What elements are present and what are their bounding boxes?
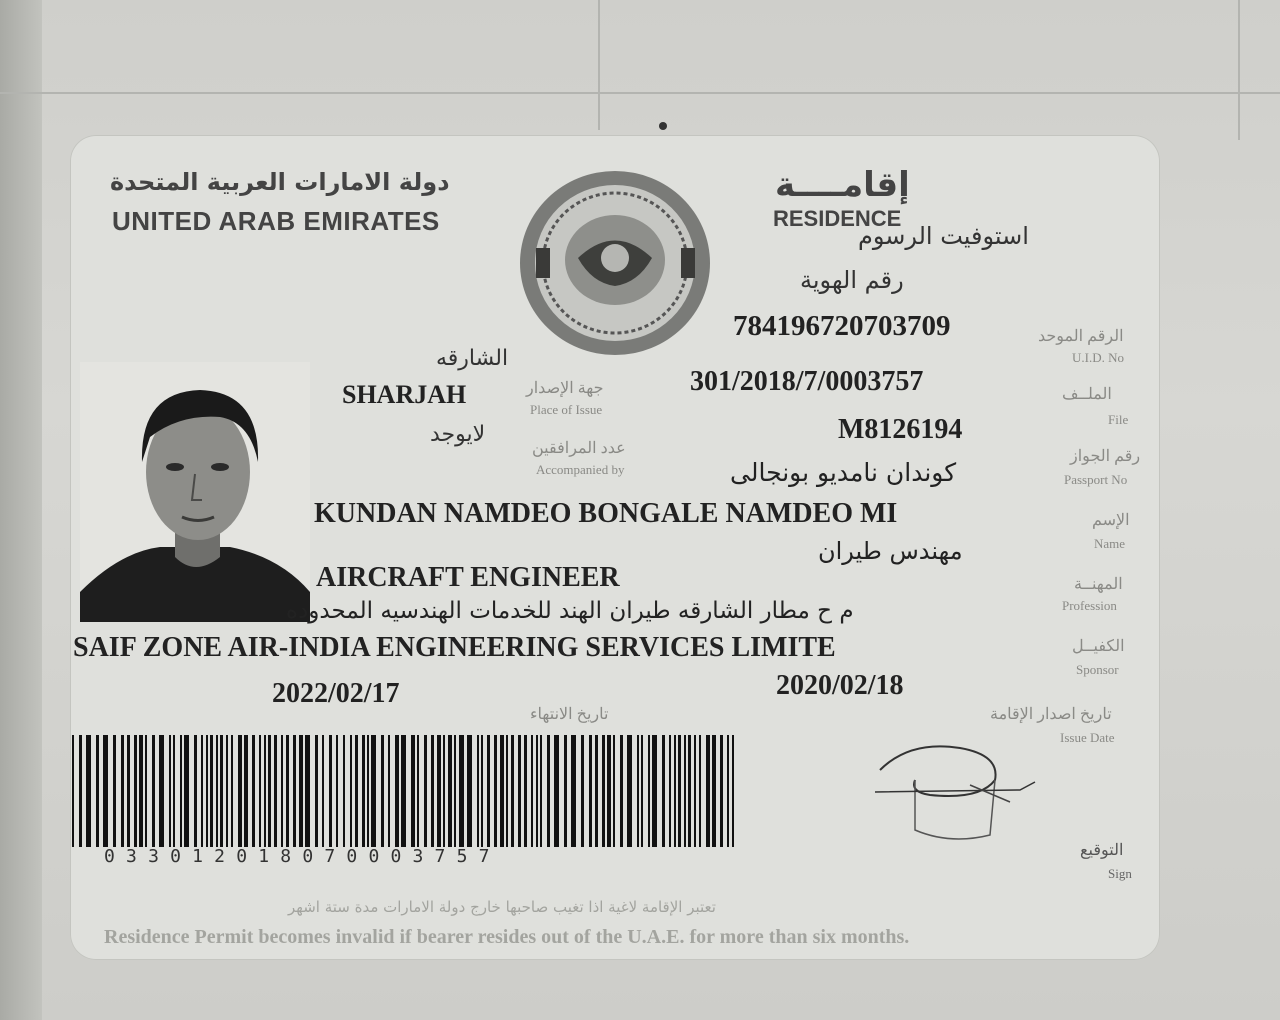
label-sign-arabic: التوقيع bbox=[1080, 842, 1124, 859]
barcode-bar bbox=[581, 735, 584, 847]
barcode-bar bbox=[315, 735, 318, 847]
profession-english: AIRCRAFT ENGINEER bbox=[316, 562, 620, 593]
portrait-image bbox=[80, 362, 310, 622]
barcode-bar bbox=[305, 735, 310, 847]
barcode-bar bbox=[127, 735, 130, 847]
barcode-bar bbox=[216, 735, 218, 847]
barcode-bar bbox=[564, 735, 567, 847]
barcode-bar bbox=[79, 735, 82, 847]
barcode-bar bbox=[401, 735, 406, 847]
barcode-bar bbox=[281, 735, 283, 847]
barcode-bar bbox=[371, 735, 376, 847]
barcode-bar bbox=[669, 735, 671, 847]
barcode-bar bbox=[152, 735, 155, 847]
barcode-bar bbox=[706, 735, 710, 847]
barcode-bar bbox=[431, 735, 434, 847]
barcode-bar bbox=[206, 735, 208, 847]
label-sponsor-arabic: الكفيــل bbox=[1072, 638, 1125, 655]
label-profession-english: Profession bbox=[1062, 598, 1117, 613]
barcode-bar bbox=[477, 735, 479, 847]
barcode-bar bbox=[648, 735, 650, 847]
label-name-arabic: الإسم bbox=[1092, 512, 1130, 529]
barcode-bar bbox=[210, 735, 213, 847]
issue-date: 2020/02/18 bbox=[776, 670, 904, 701]
label-uid-english: U.I.D. No bbox=[1072, 350, 1124, 365]
fold-line-horizontal bbox=[0, 92, 1280, 94]
barcode-bar bbox=[481, 735, 483, 847]
barcode-bar bbox=[201, 735, 203, 847]
barcode-bar bbox=[589, 735, 592, 847]
barcode-bar bbox=[169, 735, 171, 847]
name-arabic: كوندان نامديو بونجالى bbox=[730, 458, 957, 487]
accompanied-arabic: لايوجد bbox=[430, 422, 486, 447]
barcode bbox=[68, 735, 740, 847]
barcode-bar bbox=[388, 735, 390, 847]
label-expiry-arabic: تاريخ الانتهاء bbox=[530, 706, 609, 723]
barcode-bar bbox=[662, 735, 665, 847]
file-number: 301/2018/7/0003757 bbox=[690, 366, 924, 397]
barcode-bar bbox=[362, 735, 365, 847]
barcode-bar bbox=[113, 735, 116, 847]
label-issue-date-arabic: تاريخ اصدار الإقامة bbox=[990, 706, 1112, 723]
barcode-bar bbox=[437, 735, 441, 847]
label-issue-date-english: Issue Date bbox=[1060, 730, 1115, 745]
sponsor-english: SAIF ZONE AIR-INDIA ENGINEERING SERVICES LIMITE bbox=[73, 632, 836, 663]
fold-line-vertical bbox=[1238, 0, 1240, 140]
barcode-bar bbox=[637, 735, 639, 847]
label-passport-english: Passport No bbox=[1064, 472, 1128, 487]
barcode-bar bbox=[367, 735, 369, 847]
label-place-issue-arabic: جهة الإصدار bbox=[526, 380, 604, 397]
barcode-bar bbox=[487, 735, 490, 847]
barcode-bar bbox=[184, 735, 189, 847]
barcode-bar bbox=[329, 735, 332, 847]
barcode-bar bbox=[355, 735, 358, 847]
country-arabic: دولة الامارات العربية المتحدة bbox=[110, 168, 450, 196]
barcode-bar bbox=[103, 735, 108, 847]
barcode-bar bbox=[454, 735, 456, 847]
label-name-english: Name bbox=[1094, 536, 1126, 551]
profession-arabic: مهندس طيران bbox=[818, 537, 963, 565]
barcode-bar bbox=[145, 735, 147, 847]
barcode-bar bbox=[350, 735, 352, 847]
holder-photo bbox=[80, 362, 310, 622]
barcode-bar bbox=[620, 735, 623, 847]
doc-type-english: RESIDENCE bbox=[773, 206, 902, 231]
barcode-bar bbox=[554, 735, 559, 847]
barcode-bar bbox=[381, 735, 384, 847]
barcode-bar bbox=[694, 735, 696, 847]
punch-dot bbox=[659, 122, 667, 130]
barcode-bar bbox=[712, 735, 716, 847]
barcode-bar bbox=[231, 735, 233, 847]
id-label-arabic: رقم الهوية bbox=[800, 266, 904, 294]
footer-note-arabic: تعتبر الإقامة لاغية اذا تغيب صاحبها خارج دولة الامارات مدة ستة اشهر bbox=[288, 898, 716, 916]
barcode-bar bbox=[96, 735, 99, 847]
barcode-bar bbox=[720, 735, 723, 847]
barcode-bar bbox=[500, 735, 504, 847]
barcode-bar bbox=[86, 735, 91, 847]
barcode-bar bbox=[417, 735, 419, 847]
barcode-bar bbox=[613, 735, 615, 847]
barcode-bar bbox=[299, 735, 303, 847]
expiry-date: 2022/02/17 bbox=[272, 678, 400, 709]
barcode-bar bbox=[259, 735, 261, 847]
barcode-bar bbox=[395, 735, 399, 847]
label-profession-arabic: المهنــة bbox=[1074, 576, 1123, 593]
barcode-bar bbox=[293, 735, 296, 847]
barcode-bar bbox=[571, 735, 576, 847]
barcode-bar bbox=[252, 735, 255, 847]
barcode-bar bbox=[511, 735, 514, 847]
country-english: UNITED ARAB EMIRATES bbox=[112, 206, 440, 236]
barcode-bar bbox=[336, 735, 338, 847]
barcode-bar bbox=[727, 735, 729, 847]
barcode-bar bbox=[547, 735, 550, 847]
label-accompanied-english: Accompanied by bbox=[536, 462, 625, 477]
barcode-bar bbox=[226, 735, 228, 847]
barcode-bar bbox=[467, 735, 472, 847]
label-sponsor-english: Sponsor bbox=[1076, 662, 1119, 677]
doc-type-arabic: إقامــــة bbox=[775, 165, 910, 205]
barcode-bar bbox=[652, 735, 657, 847]
barcode-bar bbox=[531, 735, 533, 847]
uae-emblem-seal bbox=[518, 168, 713, 358]
barcode-bar bbox=[699, 735, 701, 847]
barcode-bar bbox=[595, 735, 598, 847]
label-file-arabic: الملــف bbox=[1062, 386, 1112, 403]
place-of-issue-arabic: الشارقه bbox=[436, 346, 509, 371]
barcode-bar bbox=[448, 735, 452, 847]
barcode-bar bbox=[607, 735, 611, 847]
barcode-bar bbox=[139, 735, 143, 847]
barcode-bar bbox=[274, 735, 277, 847]
barcode-bar bbox=[494, 735, 497, 847]
barcode-bar bbox=[194, 735, 197, 847]
barcode-bar bbox=[238, 735, 242, 847]
barcode-bar bbox=[343, 735, 345, 847]
barcode-bar bbox=[459, 735, 464, 847]
fold-line-vertical bbox=[598, 0, 600, 130]
barcode-bar bbox=[411, 735, 415, 847]
barcode-bar bbox=[678, 735, 681, 847]
passport-number: M8126194 bbox=[838, 414, 963, 445]
barcode-bar bbox=[641, 735, 643, 847]
barcode-bar bbox=[180, 735, 182, 847]
barcode-bar bbox=[540, 735, 542, 847]
barcode-number: 033012018070003757 bbox=[104, 846, 501, 867]
barcode-bar bbox=[173, 735, 175, 847]
label-file-english: File bbox=[1108, 412, 1129, 427]
barcode-bar bbox=[134, 735, 137, 847]
label-passport-arabic: رقم الجواز bbox=[1070, 448, 1141, 465]
page-edge bbox=[0, 0, 42, 1020]
barcode-bar bbox=[684, 735, 686, 847]
sponsor-arabic: م ح مطار الشارقه طيران الهند للخدمات الهندسيه المحدوده bbox=[286, 598, 854, 624]
label-accompanied-arabic: عدد المرافقين bbox=[532, 440, 626, 457]
barcode-bar bbox=[506, 735, 508, 847]
barcode-bar bbox=[220, 735, 223, 847]
label-place-issue-english: Place of Issue bbox=[530, 402, 603, 417]
barcode-bar bbox=[443, 735, 445, 847]
barcode-bar bbox=[674, 735, 676, 847]
fees-stamp-arabic: استوفيت الرسوم bbox=[858, 222, 1029, 250]
barcode-bar bbox=[536, 735, 538, 847]
barcode-bar bbox=[424, 735, 427, 847]
barcode-bar bbox=[286, 735, 289, 847]
barcode-bar bbox=[72, 735, 74, 847]
holder-signature bbox=[870, 740, 1040, 850]
name-english: KUNDAN NAMDEO BONGALE NAMDEO MI bbox=[314, 498, 898, 529]
barcode-bar bbox=[627, 735, 632, 847]
barcode-bar bbox=[732, 735, 734, 847]
barcode-bar bbox=[322, 735, 324, 847]
barcode-bar bbox=[524, 735, 527, 847]
barcode-bar bbox=[159, 735, 164, 847]
id-number: 784196720703709 bbox=[733, 310, 951, 342]
barcode-bar bbox=[518, 735, 521, 847]
barcode-bar bbox=[602, 735, 605, 847]
barcode-bar bbox=[264, 735, 266, 847]
barcode-bar bbox=[244, 735, 248, 847]
barcode-bar bbox=[268, 735, 271, 847]
label-sign-english: Sign bbox=[1108, 866, 1132, 881]
barcode-bar bbox=[121, 735, 124, 847]
barcode-bar bbox=[688, 735, 691, 847]
footer-note-english: Residence Permit becomes invalid if bearer resides out of the U.A.E. for more than six months. bbox=[104, 926, 910, 948]
label-uid-arabic: الرقم الموحد bbox=[1038, 328, 1124, 345]
place-of-issue: SHARJAH bbox=[342, 380, 467, 409]
